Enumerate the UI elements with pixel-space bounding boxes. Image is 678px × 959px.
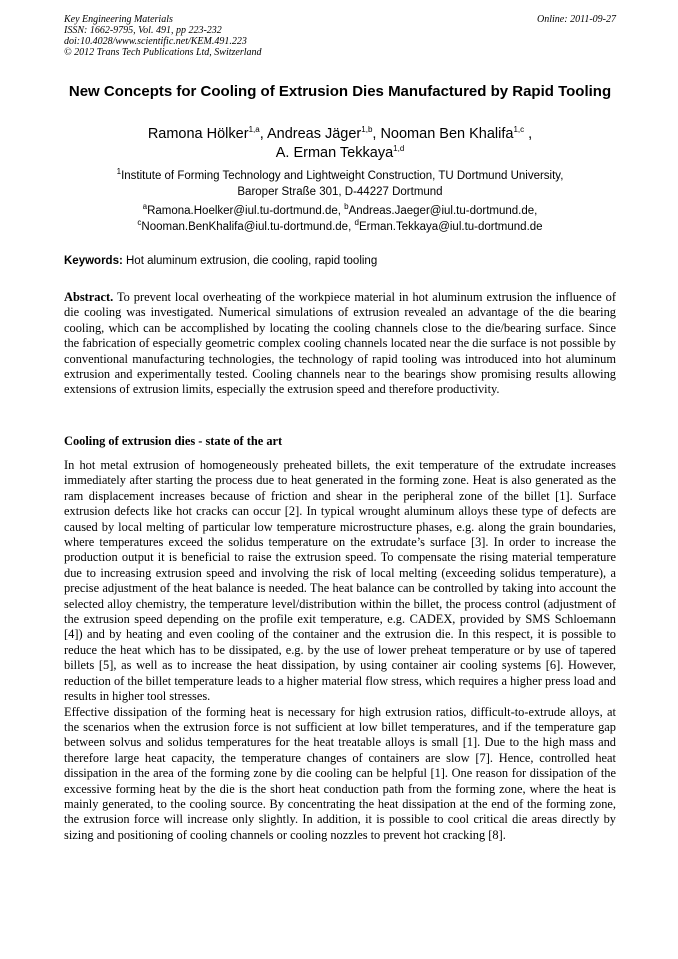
affiliation-text-1: Institute of Forming Technology and Lightweight Construction, TU Dortmund University,: [121, 170, 564, 182]
author-name: Nooman Ben Khalifa: [380, 126, 514, 142]
author-line-2: [64, 144, 616, 163]
paragraph: Effective dissipation of the forming heat is necessary for high extrusion ratios, difficult-to-extrude alloys, at the scenarios when the extrusion force is not sufficient at low billet temperatures, and if the temperature gap between solvus and solidus temperatures for the heat treatable alloys is small [1]. Due to the high mass and therefore large heat capacity, the temperature changes of containers are slow [7]. Hence, controlled heat dissipation in the area of the forming zone by die cooling can be helpful [1]. One reason for dissipation of the excessive forming heat by the die is the short heat conduction path from the forming zone, where the heat is mainly generated, to the cooling source. By concentrating the heat dissipation at the end of the forming zone, the extrusion force will increase only slightly. In addition, it is possible to cool critical die areas directly by sizing and positioning of cooling channels or cooling nozzles to prevent hot cracking [8].: [64, 704, 616, 842]
paper-title: New Concepts for Cooling of Extrusion Dies Manufactured by Rapid Tooling: [68, 83, 612, 100]
email-sup: b: [344, 202, 349, 212]
email-list: [64, 203, 616, 235]
paragraph: In hot metal extrusion of homogeneously preheated billets, the exit temperature of the extrudate increases immediately after starting the process due to heat generated in the forming zone. Heat is also generated as the ram displacement increases because of friction and shear in the peripheral zone of the billet [1]. Surface extrusion defects like hot cracks can occur [2]. In typical wrought aluminum alloys these type of defects are caused by local melting of particular low temperature microstructure phases, e.g. along the grain boundaries, where temperatures exceed the solidus temperature on the extrudate’s surface [3]. In order to increase the production output it is beneficial to raise the extrusion speed. To compensate the rising material temperature due to increasing extrusion speed and involving the risk of local melting (exceeding solidus temperature), a precise adjustment of the heat balance is needed. The heat balance can be controlled by taking into account the selected alloy chemistry, the temperature level/distribution within the billet, the process control (adjustment of the extrusion speed depending on the profile exit temperature, e.g. CADEX, provided by SMS Schloemann [4]) and by heating and even cooling of the container and the extrusion die. In this respect, it is possible to reduce the heat which has to be dissipated, e.g. by the use of lower preheat temperature or by use of tapered billets [5], as well as to increase the heat dissipation, by using container air cooling systems [6]. However, reduction of the billet temperature leads to a higher material flow stress, which requires a higher press load and results in higher tool stresses.: [64, 458, 616, 704]
section-heading: Cooling of extrusion dies - state of the art: [64, 434, 283, 448]
author-name: Ramona Hölker: [147, 126, 249, 142]
email-line-2: [64, 219, 616, 235]
keywords-text: Hot aluminum extrusion, die cooling, rapid tooling: [126, 255, 378, 267]
email-sup: c: [137, 218, 142, 228]
doi-line[interactable]: doi:10.4028/www.scientific.net/KEM.491.223: [64, 36, 247, 47]
issn-line: ISSN: 1662-9795, Vol. 491, pp 223-232: [64, 25, 222, 36]
affiliation-sup: 1: [116, 167, 122, 177]
abstract-label: Abstract.: [64, 290, 114, 304]
keywords: [64, 254, 616, 268]
author-sup: 1,d: [393, 144, 405, 154]
email-d[interactable]: Erman.Tekkaya@iul.tu-dortmund.de: [358, 221, 543, 233]
email-sup: a: [142, 202, 148, 212]
email-sup: d: [354, 218, 359, 228]
online-date: Online: 2011-09-27: [537, 14, 616, 25]
author-name: Andreas Jäger: [266, 126, 362, 142]
email-line-1: [64, 203, 616, 219]
affiliation-line-2: Baroper Straße 301, D-44227 Dortmund: [237, 186, 443, 198]
author-sup: 1,a: [248, 125, 260, 135]
email-c[interactable]: Nooman.BenKhalifa@iul.tu-dortmund.de,: [141, 221, 352, 233]
affiliation-line-1: [64, 168, 616, 184]
abstract: [64, 290, 616, 398]
author-line-1: Ramona Hölker$^{1,a}$, Andreas Jäger$^{1,b}$, Nooman Ben Khalifa$^{1,c}$ ,: [147, 125, 533, 142]
journal-name: Key Engineering Materials: [64, 14, 173, 25]
section-body: [64, 458, 616, 843]
author-sup: 1,c: [513, 125, 525, 135]
author-name: A. Erman Tekkaya: [275, 145, 394, 161]
author-list: [64, 125, 616, 163]
journal-header: [64, 14, 616, 58]
keywords-label: Keywords:: [64, 255, 123, 267]
email-a[interactable]: Ramona.Hoelker@iul.tu-dortmund.de,: [147, 205, 341, 217]
copyright-line: © 2012 Trans Tech Publications Ltd, Switzerland: [64, 47, 262, 58]
abstract-text: To prevent local overheating of the workpiece material in hot aluminum extrusion the influence of die cooling was investigated. Numerical simulations of extrusion revealed an advantage of the die bearing cooling, which can be accomplished by locating the cooling channels close to the die/bearing surface. Since the fabrication of especially geometric complex cooling channels located near the die surface is not possible by conventional manufacturing technologies, the technology of rapid tooling was introduced into hot aluminum extrusion and experimentally tested. Cooling channels near to the bearings show promising results allowing extensions of extrusion limits, especially the extrusion speed and therefore productivity.: [64, 290, 616, 397]
author-sup: 1,b: [361, 125, 373, 135]
email-b[interactable]: Andreas.Jaeger@iul.tu-dortmund.de,: [348, 205, 538, 217]
affiliation: [64, 168, 616, 200]
